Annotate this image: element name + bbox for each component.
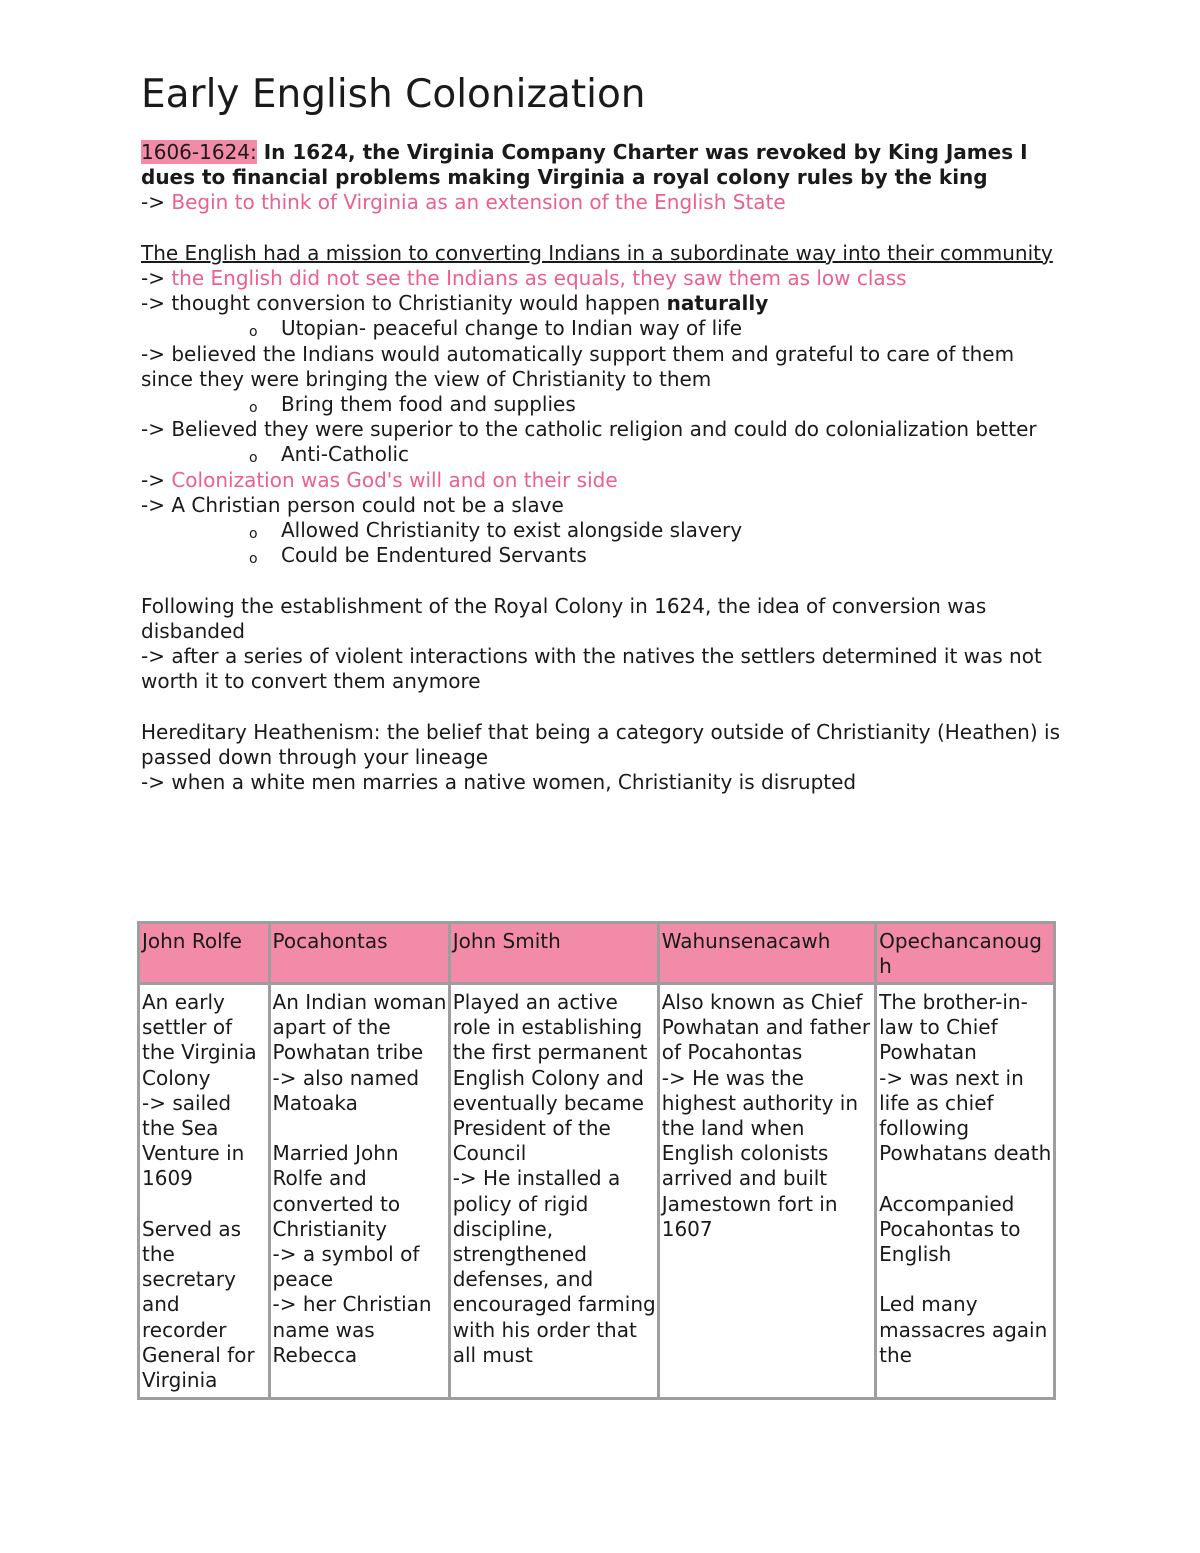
- arrow: ->: [141, 266, 165, 290]
- table-cell: [139, 984, 270, 1399]
- header-cell: Pocahontas: [269, 923, 449, 984]
- cell-paragraph: -> also named Matoaka: [272, 1065, 420, 1115]
- arrow: ->: [141, 467, 165, 492]
- cell-paragraph: [273, 1116, 448, 1141]
- cell-paragraph: -> a symbol of peace: [272, 1242, 420, 1292]
- mission-pink-1: the English did not see the Indians as equals, they saw them as low class: [164, 266, 907, 290]
- bullet-text: Bring them food and supplies: [281, 392, 576, 417]
- page-title: Early English Colonization: [141, 72, 646, 117]
- cell-paragraph: Also known as Chief Powhatan and father of Pocahontas: [661, 990, 871, 1065]
- cell-paragraph: [879, 1166, 1053, 1191]
- table-cell: [658, 984, 875, 1399]
- bullet-item: [141, 392, 1061, 417]
- mission-line-2-bold: naturally: [666, 291, 769, 316]
- cell-paragraph: The brother-in-law to Chief Powhatan: [879, 990, 1028, 1065]
- cell-paragraph: [142, 1192, 268, 1217]
- bullet-text: Could be Endentured Servants: [281, 543, 587, 568]
- cell-paragraph: Accompanied Pocahontas to English: [879, 1191, 1021, 1267]
- bullet-item: [141, 518, 1061, 543]
- mission-heading: The English had a mission to converting Indians in a subordinate way into their community: [141, 240, 1053, 265]
- header-cell: Wahunsenacawh: [658, 923, 875, 984]
- intro-paragraph: [141, 140, 1061, 190]
- intro-pink-text: Begin to think of Virginia as an extension of the English State: [164, 190, 786, 215]
- mission-line-3: -> believed the Indians would automatically support them and grateful to care of them since they were bringing the view of Christianity to them: [141, 341, 1015, 391]
- bullet-text: Allowed Christianity to exist alongside slavery: [281, 518, 743, 543]
- mission-line-2: [141, 291, 1061, 316]
- bullet-item: [141, 316, 1061, 341]
- bullet-marker: o: [249, 324, 258, 341]
- bullet-text: Utopian- peaceful change to Indian way of life: [281, 316, 743, 341]
- mission-line-6: -> A Christian person could not be a slave: [141, 492, 564, 517]
- cell-paragraph: -> He installed a policy of rigid discipline, strengthened defenses, and encouraged farming with his order that all must: [452, 1166, 656, 1367]
- intro-arrow-line: [141, 190, 1061, 215]
- cell-paragraph: -> her Christian name was Rebecca: [272, 1292, 432, 1367]
- heathen-line-1: Hereditary Heathenism: the belief that being a category outside of Christianity (Heathen) is passed down through your lineage: [141, 719, 1060, 769]
- header-cell: John Rolfe: [139, 923, 270, 984]
- cell-paragraph: Led many massacres again the: [879, 1292, 1048, 1367]
- cell-paragraph: An Indian woman apart of the Powhatan tribe: [272, 990, 447, 1065]
- bullet-item: [141, 442, 1061, 467]
- table-row: [139, 984, 1055, 1399]
- intro-bold-text: In 1624, the Virginia Company Charter was revoked by King James I dues to financial problems making Virginia a royal colony rules by the king: [141, 140, 1028, 190]
- bullet-marker: o: [249, 450, 258, 467]
- arrow: ->: [141, 190, 165, 215]
- bullet-marker: o: [249, 551, 258, 568]
- cell-paragraph: -> was next in life as chief following Powhatans death: [879, 1065, 1052, 1166]
- table-cell: [269, 984, 449, 1399]
- cell-paragraph: An early settler of the Virginia Colony: [142, 990, 257, 1090]
- cell-paragraph: [879, 1267, 1053, 1292]
- mission-line-1: [141, 266, 1061, 291]
- people-table: [137, 921, 1056, 1400]
- bullet-text: Anti-Catholic: [281, 442, 410, 467]
- cell-paragraph: Played an active role in establishing the first permanent English Colony and eventually became President of the Council: [452, 990, 648, 1166]
- table-cell: [449, 984, 658, 1399]
- cell-paragraph: -> He was the highest authority in the land when English colonists arrived and built Jamestown fort in 1607: [661, 1065, 858, 1241]
- date-highlight: 1606-1624:: [141, 140, 257, 164]
- heathen-line-2: -> when a white men marries a native women, Christianity is disrupted: [141, 770, 857, 795]
- bullet-marker: o: [249, 526, 258, 543]
- mission-line-5: [141, 468, 1061, 493]
- bullet-marker: o: [249, 400, 258, 417]
- header-cell: John Smith: [449, 923, 658, 984]
- document-page: [141, 70, 1061, 795]
- header-cell: Opechancanoug h: [876, 923, 1055, 984]
- mission-line-4: -> Believed they were superior to the catholic religion and could do colonialization better: [141, 417, 1037, 442]
- mission-pink-5: Colonization was God's will and on their side: [164, 467, 618, 492]
- cell-paragraph: -> sailed the Sea Venture in 1609: [142, 1090, 245, 1191]
- table-cell: [876, 984, 1055, 1399]
- royal-line-1: Following the establishment of the Royal Colony in 1624, the idea of conversion was disbanded: [141, 593, 987, 643]
- cell-paragraph: Married John Rolfe and converted to Christianity: [272, 1141, 401, 1241]
- bullet-item: [141, 543, 1061, 568]
- mission-line-2-text: -> thought conversion to Christianity would happen: [141, 291, 667, 316]
- cell-paragraph: Served as the secretary and recorder General for Virginia: [142, 1216, 255, 1393]
- royal-line-2: -> after a series of violent interactions with the natives the settlers determined it was not worth it to convert them anymore: [141, 644, 1042, 694]
- table-header-row: [139, 923, 1055, 984]
